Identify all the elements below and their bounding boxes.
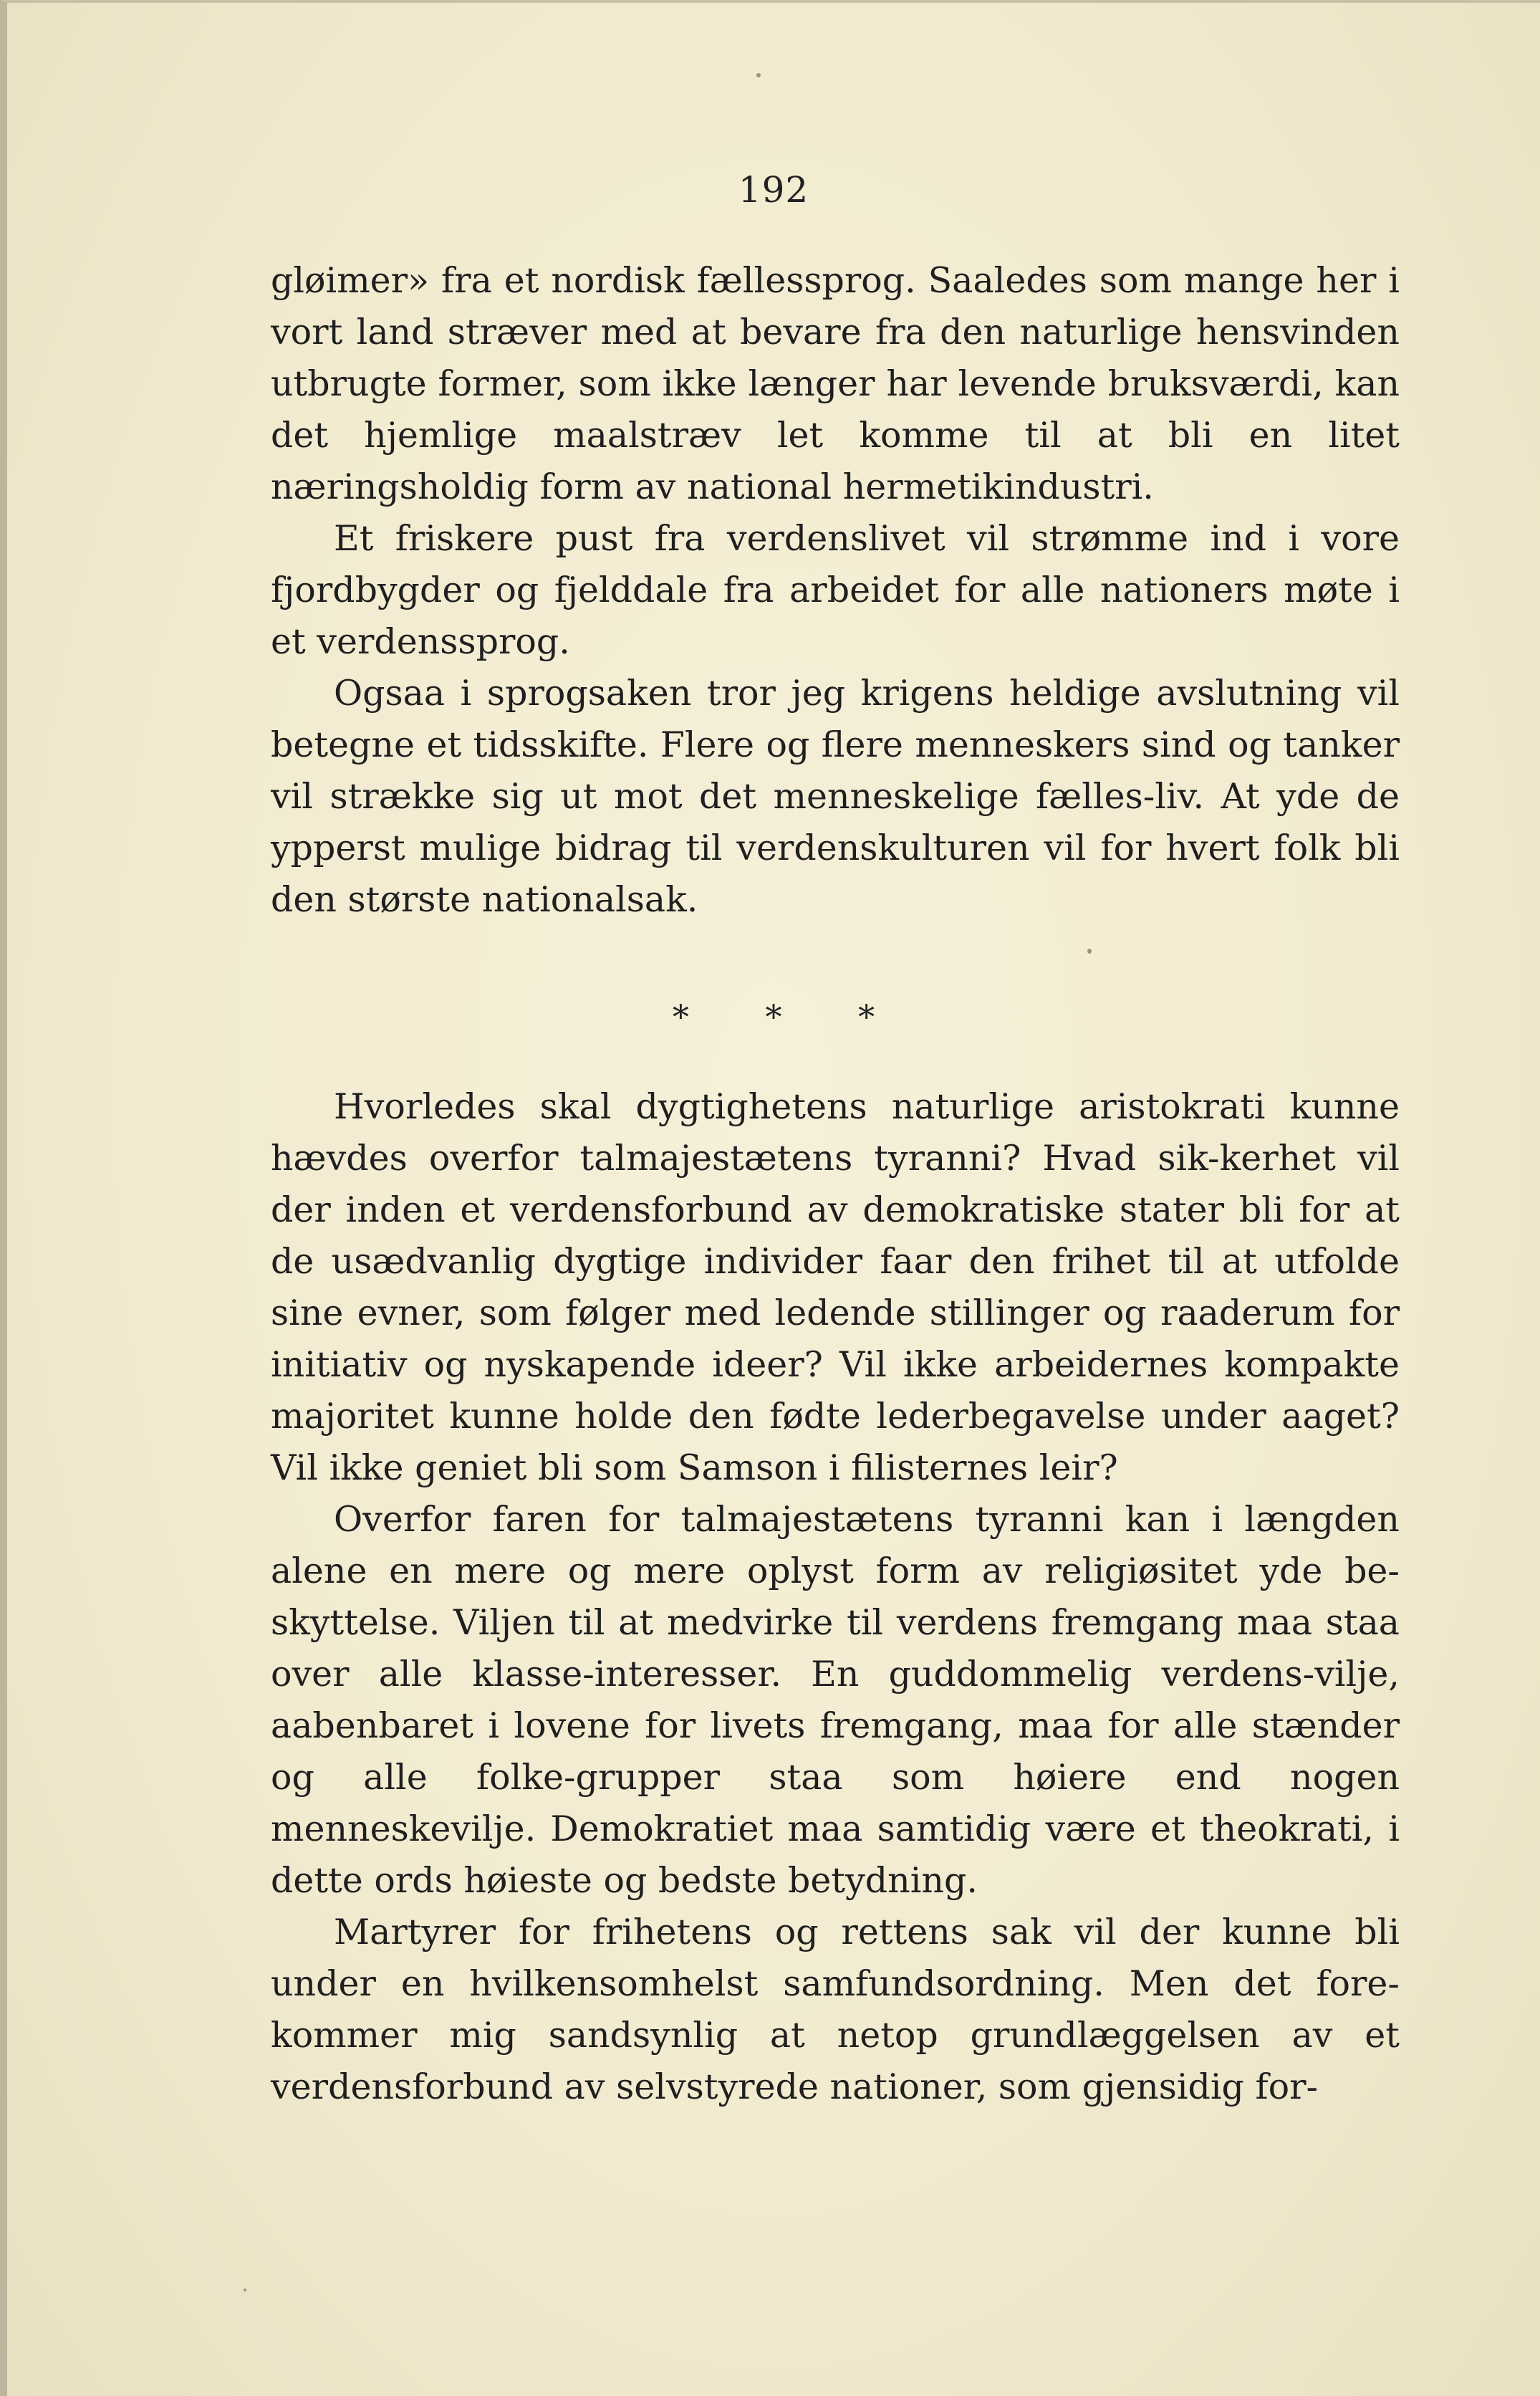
paper-speck [244, 2289, 246, 2291]
asterisk: * [765, 997, 782, 1036]
text-block-top [271, 255, 1400, 926]
asterisk: * [858, 997, 875, 1036]
paper-speck [756, 73, 761, 77]
paper-speck [1087, 949, 1092, 954]
paragraph: Martyrer for frihetens og rettens sak vil der kunne bli under en hvilkensomhelst samfundsordning. Men det fore-kommer mig sandsynlig at netop grundlæggelsen av et verdensforbund av selvstyrede nationer, som gjensidig for- [271, 1912, 1400, 2107]
asterisk: * [672, 997, 689, 1036]
paragraph: Overfor faren for talmajestætens tyranni kan i længden alene en mere og mere oplyst form av religiøsitet yde be-skyttelse. Viljen til at medvirke til verdens fremgang maa staa over alle klasse-interesser. En guddommelig verdens-vilje, aabenbaret i lovene for livets fremgang, maa for alle stænder og alle folke-grupper staa som høiere end nogen menneskevilje. Demokratiet maa samtidig være et theokrati, i dette ords høieste og bedste betydning. [271, 1499, 1400, 1901]
text-block-bottom [271, 1081, 1400, 2113]
paragraph: Et friskere pust fra verdenslivet vil strømme ind i vore fjordbygder og fjelddale fra arbeidet for alle nationers møte i et verdenssprog. [271, 518, 1400, 662]
section-separator [7, 997, 1540, 1036]
paragraph: Ogsaa i sprogsaken tror jeg krigens heldige avslutning vil betegne et tidsskifte. Flere og flere menneskers sind og tanker vil strække sig ut mot det menneskelige fælles-liv. At yde de ypperst mulige bidrag til verdenskulturen vil for hvert folk bli den største nationalsak. [271, 673, 1400, 920]
paragraph: Hvorledes skal dygtighetens naturlige aristokrati kunne hævdes overfor talmajestætens tyranni? Hvad sik-kerhet vil der inden et verdensforbund av demokratiske stater bli for at de usædvanlig dygtige individer faar den frihet til at utfolde sine evner, som følger med ledende stillinger og raaderum for initiativ og nyskapende ideer? Vil ikke arbeidernes kompakte majoritet kunne holde den fødte lederbegavelse under aaget? Vil ikke geniet bli som Samson i filisternes leir? [271, 1086, 1400, 1488]
page-number: 192 [738, 169, 809, 211]
paragraph: gløimer» fra et nordisk fællessprog. Saaledes som mange her i vort land stræver med at bevare fra den naturlige hensvinden utbrugte former, som ikke længer har levende bruksværdi, kan det hjemlige maalstræv let komme til at bli en litet næringsholdig form av national hermetikindustri. [271, 260, 1400, 507]
